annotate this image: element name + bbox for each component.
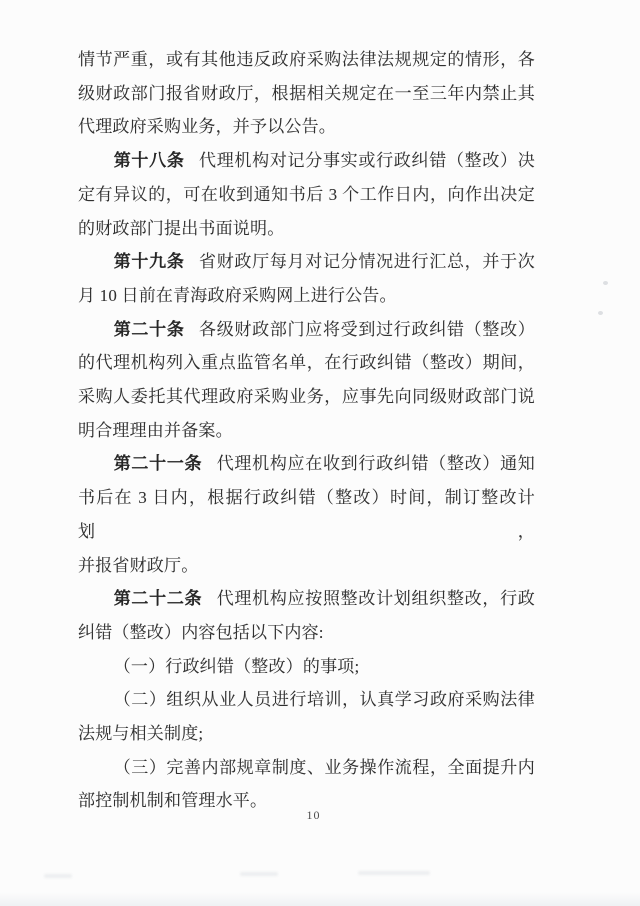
line-text: 的财政部门提出书面说明。 bbox=[78, 218, 285, 238]
article-number: 第二十二条 bbox=[113, 589, 203, 609]
text-line bbox=[78, 481, 535, 548]
paragraph-item-2 bbox=[78, 683, 535, 750]
line-text: 明合理理由并备案。 bbox=[78, 420, 233, 440]
text-line bbox=[78, 110, 535, 144]
text-line bbox=[78, 245, 535, 279]
text-line bbox=[78, 380, 535, 414]
scan-smudge bbox=[358, 871, 430, 875]
text-line bbox=[78, 549, 535, 583]
line-text: 代理机构应按照整改计划组织整改，行政 bbox=[216, 589, 535, 609]
article-number: 第二十条 bbox=[113, 319, 185, 339]
page-number: 10 bbox=[306, 808, 321, 822]
line-text: 法规与相关制度; bbox=[78, 724, 204, 744]
line-text: 月 10 日前在青海政府采购网上进行公告。 bbox=[78, 285, 397, 305]
text-line bbox=[78, 683, 535, 717]
line-text: 代理机构对记分事实或行政纠错（整改）决 bbox=[198, 151, 535, 171]
line-text: 代理政府采购业务，并予以公告。 bbox=[78, 117, 336, 137]
text-line bbox=[78, 77, 535, 111]
text-line bbox=[78, 447, 535, 481]
line-text: （一）行政纠错（整改）的事项; bbox=[113, 656, 360, 676]
text-line bbox=[78, 144, 535, 178]
line-text: 部控制机制和管理水平。 bbox=[78, 791, 268, 811]
line-text: 级财政部门报省财政厅，根据相关规定在一至三年内禁止其 bbox=[78, 83, 535, 103]
text-line bbox=[78, 414, 535, 448]
text-line bbox=[78, 346, 535, 380]
text-line bbox=[78, 279, 535, 313]
text-line bbox=[78, 650, 535, 684]
paragraph-article-18 bbox=[78, 144, 535, 245]
scan-smudge bbox=[240, 872, 278, 876]
line-text: 省财政厅每月对记分情况进行汇总，并于次 bbox=[198, 252, 535, 272]
scan-smudge bbox=[44, 874, 72, 878]
line-text: 的代理机构列入重点监管名单，在行政纠错（整改）期间， bbox=[78, 353, 535, 373]
paragraph-article-21 bbox=[78, 447, 535, 582]
line-text: 各级财政部门应将受到过行政纠错（整改） bbox=[198, 319, 535, 339]
text-line bbox=[78, 582, 535, 616]
line-text: 定有异议的，可在收到通知书后 3 个工作日内，向作出决定 bbox=[78, 184, 535, 204]
paragraph-item-1 bbox=[78, 650, 535, 684]
line-text: 情节严重，或有其他违反政府采购法律法规规定的情形，各 bbox=[78, 50, 535, 69]
line-text: 纠错（整改）内容包括以下内容: bbox=[78, 622, 324, 642]
paragraph-article-20 bbox=[78, 313, 535, 448]
line-text: （二）组织从业人员进行培训，认真学习政府采购法律 bbox=[113, 690, 535, 710]
article-number: 第二十一条 bbox=[113, 454, 203, 474]
paragraph-continuation bbox=[78, 43, 535, 144]
article-number: 第十八条 bbox=[113, 151, 185, 171]
line-text: 采购人委托其代理政府采购业务，应事先向同级财政部门说 bbox=[78, 387, 535, 407]
line-text: 代理机构应在收到行政纠错（整改）通知 bbox=[216, 454, 535, 474]
text-line bbox=[78, 717, 535, 751]
paragraph-article-22 bbox=[78, 582, 535, 649]
line-text: （三）完善内部规章制度、业务操作流程，全面提升内 bbox=[113, 757, 535, 777]
line-text: 并报省财政厅。 bbox=[78, 555, 199, 575]
text-line bbox=[78, 313, 535, 347]
text-line bbox=[78, 178, 535, 212]
scan-speck bbox=[603, 281, 608, 285]
document-text-block bbox=[78, 43, 535, 818]
text-line bbox=[78, 43, 535, 77]
text-line bbox=[78, 616, 535, 650]
line-text: 书后在 3 日内，根据行政纠错（整改）时间，制订整改计划， bbox=[78, 488, 535, 541]
scan-speck bbox=[598, 311, 603, 315]
text-line bbox=[78, 212, 535, 246]
article-number: 第十九条 bbox=[113, 252, 185, 272]
paragraph-article-19 bbox=[78, 245, 535, 312]
text-line bbox=[78, 751, 535, 785]
